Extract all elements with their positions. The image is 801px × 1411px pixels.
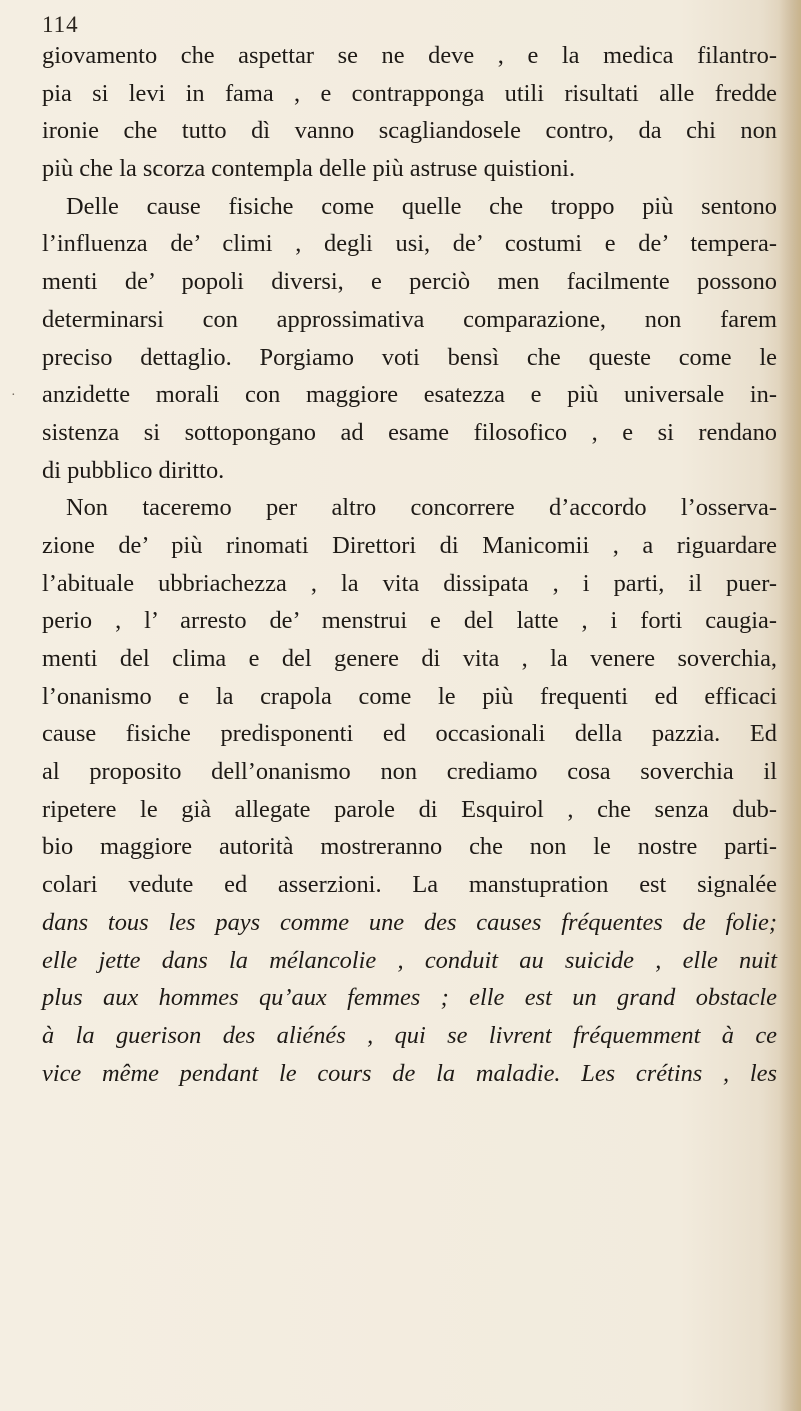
text-line: zione de’ più rinomati Direttori di Manicomii , a riguardare (42, 531, 777, 559)
text-line: l’influenza de’ climi , degli usi, de’ costumi e de’ tempera- (42, 230, 777, 258)
text-line: cause fisiche predisponenti ed occasionali della pazzia. Ed (42, 720, 777, 748)
page-number: 114 (42, 12, 79, 37)
text-line: preciso dettaglio. Porgiamo voti bensì che queste come le (42, 343, 777, 371)
text-line: menti del clima e del genere di vita , la venere soverchia, (42, 645, 777, 672)
body-text (42, 37, 777, 1092)
text-line: l’abituale ubbriachezza , la vita dissipata , i parti, il puer- (42, 569, 777, 597)
text-line: perio , l’ arresto de’ menstrui e del latte , i forti caugia- (42, 607, 777, 635)
text-line: più che la scorza contempla delle più astruse quistioni. (42, 155, 576, 183)
text-line: colari vedute ed asserzioni. La manstupration est signalée (42, 871, 777, 899)
text-line: ripetere le già allegate parole di Esquirol , che senza dub- (42, 795, 777, 823)
text-line: pia si levi in fama , e contrapponga utili risultati alle fredde (42, 79, 777, 107)
quoted-french-line: dans tous les pays comme une des causes fréquentes de folie; (42, 908, 777, 936)
paragraph-start-line: Delle cause fisiche come quelle che troppo più sentono (66, 192, 777, 220)
text-line: l’onanismo e la crapola come le più frequenti ed efficaci (42, 682, 777, 710)
quoted-french-line: elle jette dans la mélancolie , conduit au suicide , elle nuit (42, 946, 777, 974)
margin-mark: · (11, 388, 16, 403)
text-line: bio maggiore autorità mostreranno che non le nostre parti- (42, 833, 777, 861)
text-line: ironie che tutto dì vanno scagliandosele contro, da chi non (42, 117, 777, 145)
page-edge-shadow (779, 0, 801, 1411)
quoted-french-line: à la guerison des aliénés , qui se livrent fréquemment à ce (42, 1021, 777, 1049)
quoted-french-line: plus aux hommes qu’aux femmes ; elle est un grand obstacle (42, 984, 777, 1012)
text-line: menti de’ popoli diversi, e perciò men facilmente possono (42, 268, 777, 296)
text-line: giovamento che aspettar se ne deve , e la medica filantro- (42, 42, 777, 69)
text-line: anzidette morali con maggiore esatezza e più universale in- (42, 381, 777, 409)
text-line: al proposito dell’onanismo non crediamo cosa soverchia il (42, 758, 777, 786)
text-line: sistenza si sottopongano ad esame filosofico , e si rendano (42, 418, 777, 446)
paragraph-start-line: Non taceremo per altro concorrere d’accordo l’osserva- (66, 494, 777, 522)
text-line: determinarsi con approssimativa comparazione, non farem (42, 305, 777, 333)
quoted-french-line: vice même pendant le cours de la maladie. Les crétins , les (42, 1059, 777, 1087)
text-line: di pubblico diritto. (42, 456, 225, 484)
